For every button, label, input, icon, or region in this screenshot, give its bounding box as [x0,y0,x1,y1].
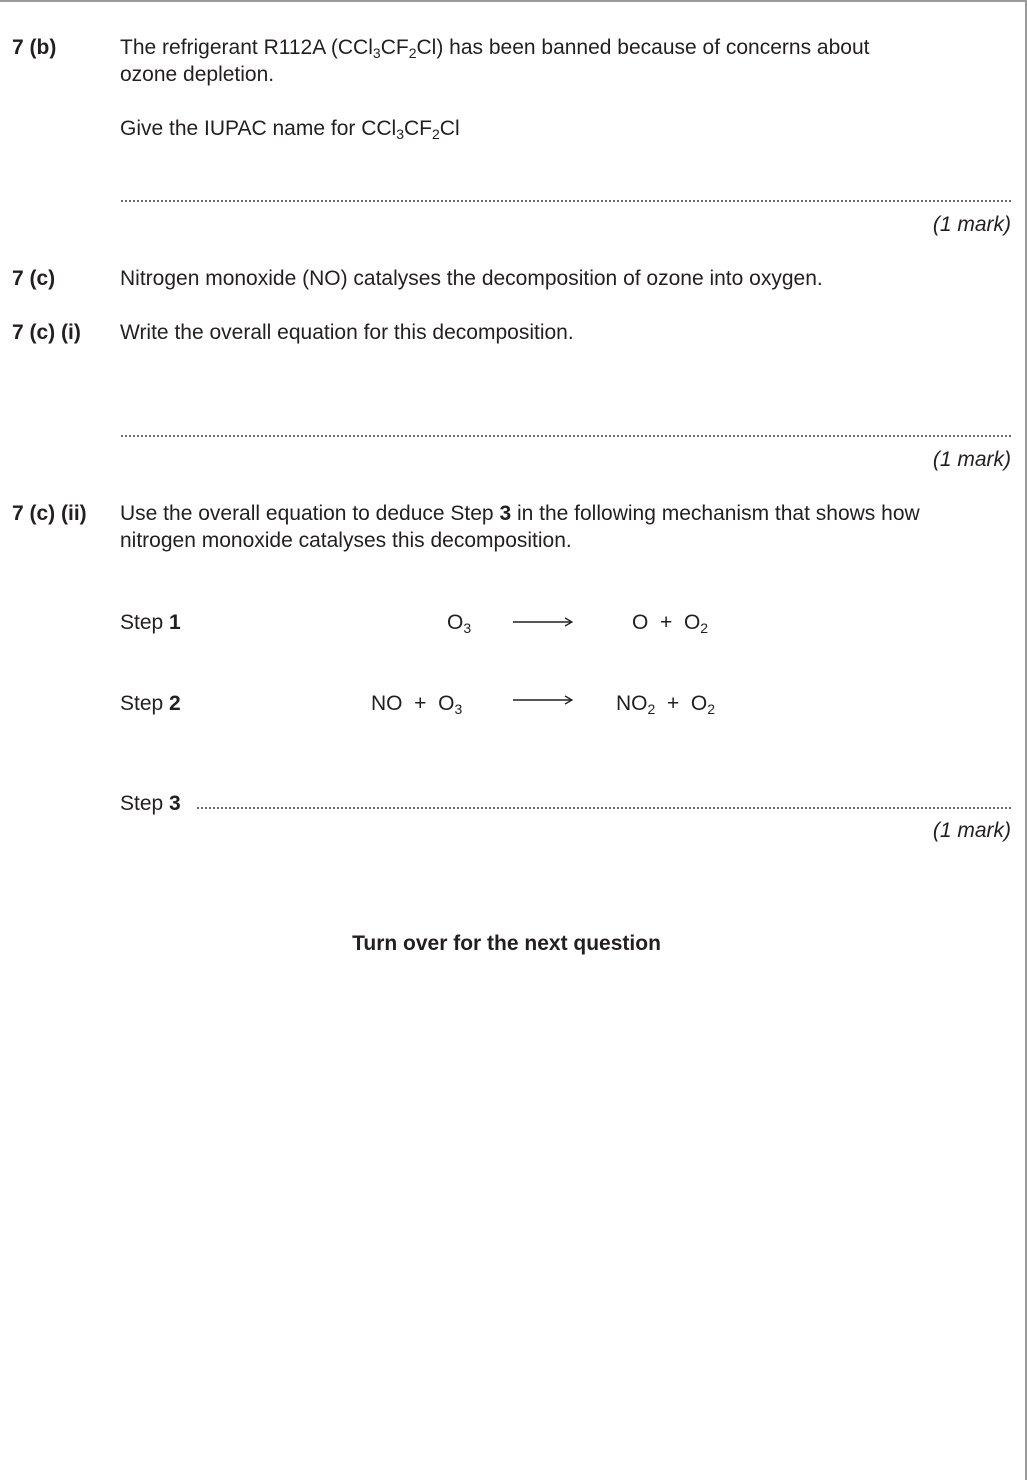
question-7b-text-line1: The refrigerant R112A $(CCl_3CF_2Cl)$ has been banned because of concerns about [120,36,870,61]
step-2-label: Step 2 [120,692,181,715]
question-7c-text: Nitrogen monoxide (NO) catalyses the decomposition of ozone into oxygen. [120,267,823,290]
question-7cii-text-line1: Use the overall equation to deduce Step 3 in the following mechanism that shows how [120,502,920,525]
page-border-top [0,0,1027,2]
question-number-7cii: 7 (c) (ii) [12,502,87,525]
answer-line-7ci[interactable] [120,434,1013,438]
question-7ci-text: Write the overall equation for this decomposition. [120,321,574,344]
question-number-7c: 7 (c) [12,267,56,290]
step-3-label: Step 3 [120,792,181,815]
mark-7b: (1 mark) [932,213,1011,236]
step-2-reactants: NO + $O_3$ [371,692,463,717]
question-7b-text-line2: ozone depletion. [120,63,275,86]
question-7b-prompt: Give the IUPAC name for $CCl_3CF_2Cl$ [120,117,460,142]
mark-7ci: (1 mark) [932,448,1011,471]
mark-7cii: (1 mark) [932,819,1011,842]
step-1-label: Step 1 [120,611,181,634]
answer-line-7b[interactable] [120,199,1013,203]
step-1-products: $O + O_2$ [632,611,709,636]
step-1-reactant: $O_3$ [447,611,472,636]
question-number-7b: 7 (b) [12,36,57,59]
answer-line-step-3[interactable] [196,806,1013,810]
step-1-arrow-icon [513,616,573,628]
turn-over-instruction: Turn over for the next question [352,932,661,955]
question-number-7ci: 7 (c) (i) [12,321,81,344]
step-2-products: $NO_2 + O_2$ [616,692,716,717]
question-7cii-text-line2: nitrogen monoxide catalyses this decomposition. [120,529,572,552]
step-2-arrow-icon [513,694,573,706]
